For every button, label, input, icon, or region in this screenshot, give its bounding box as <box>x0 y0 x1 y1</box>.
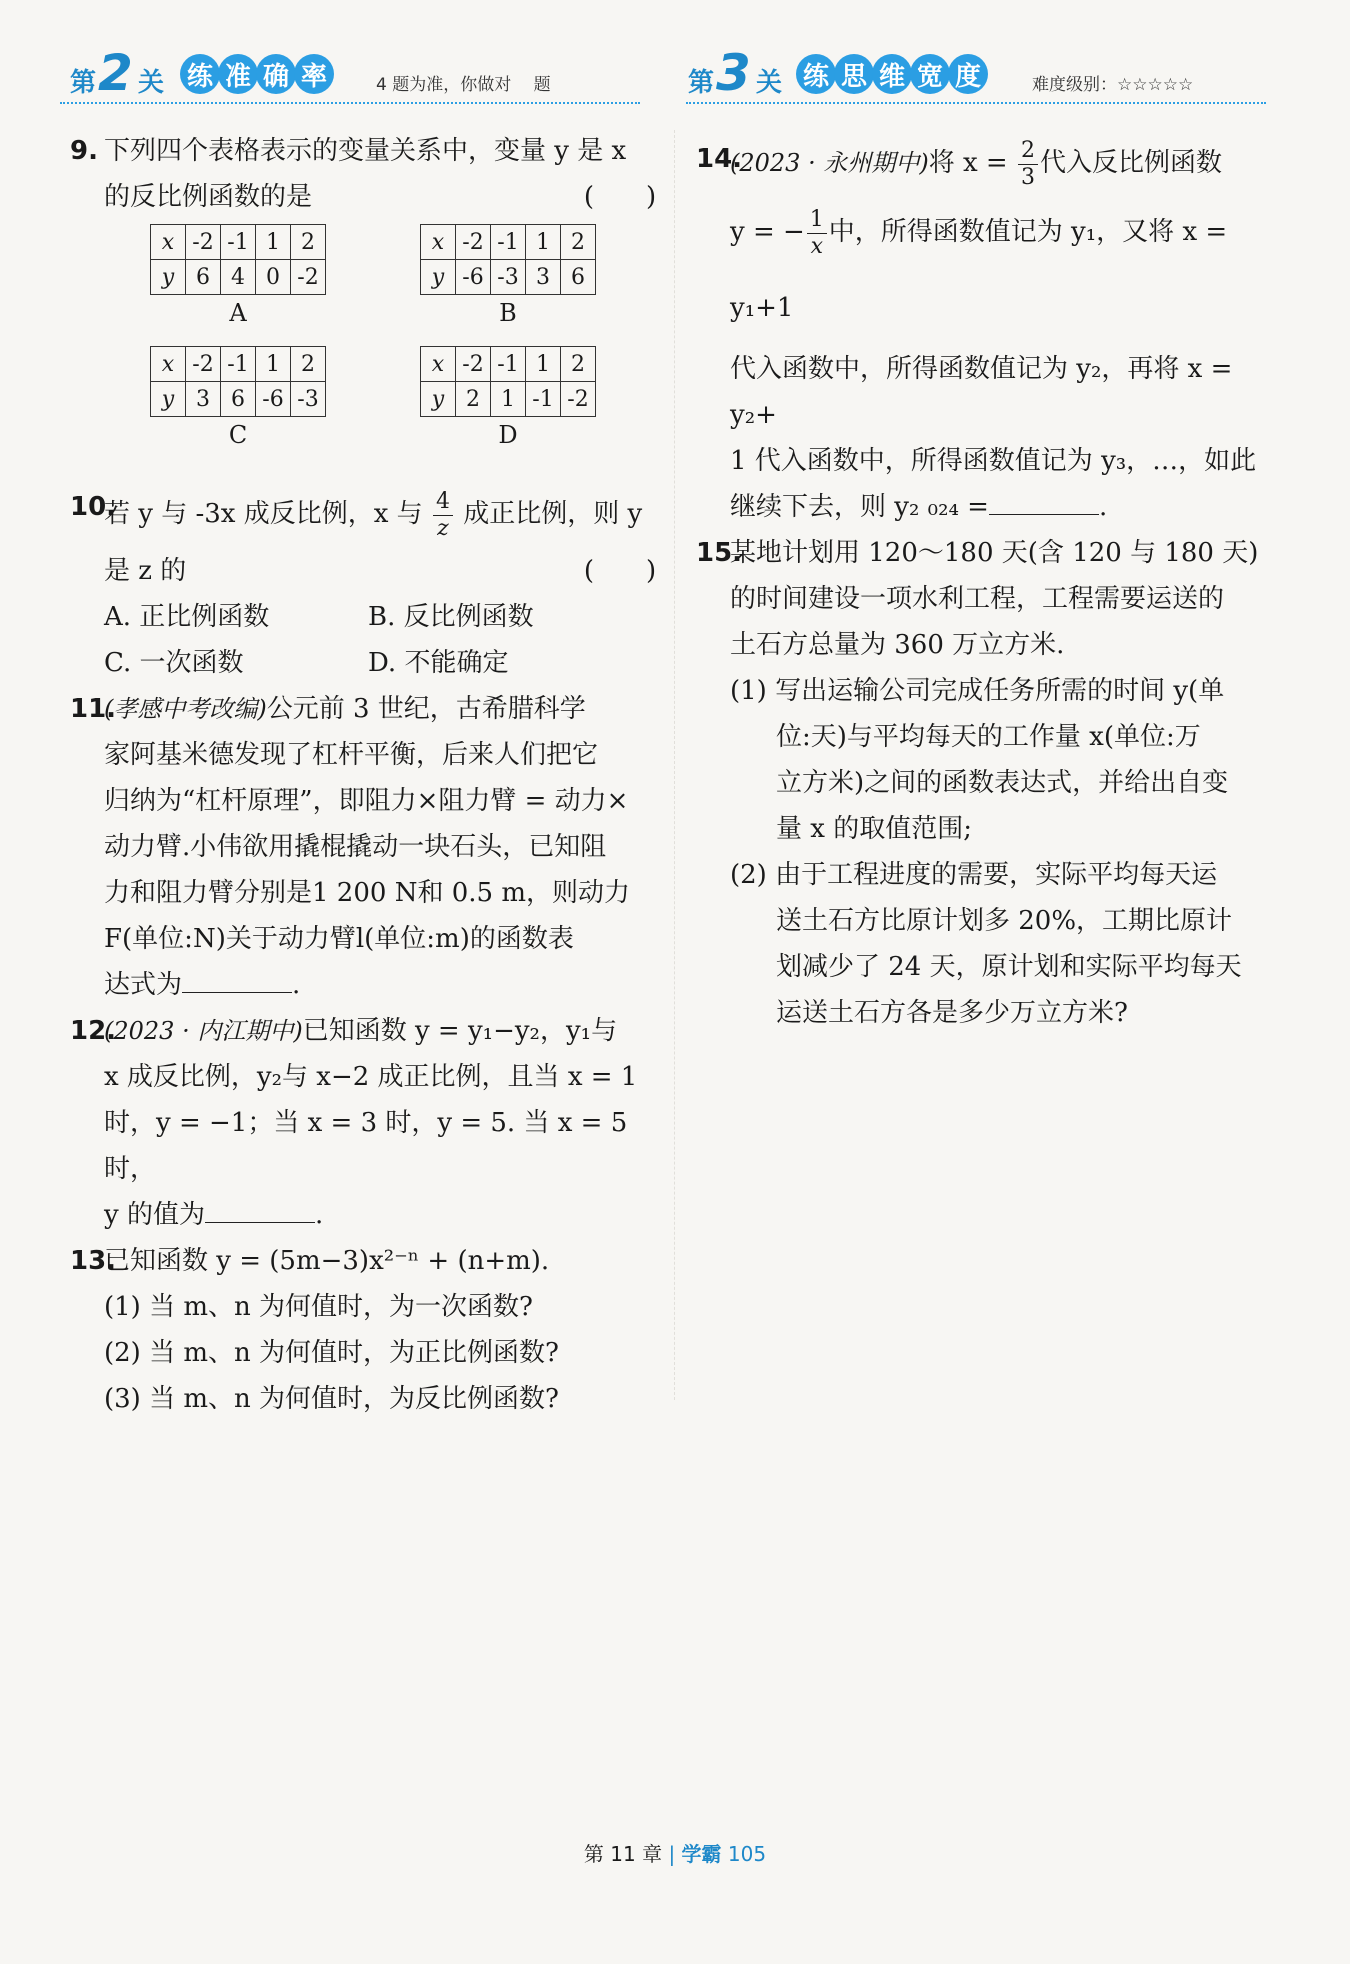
header-guan: 关 <box>756 68 783 98</box>
answer-options <box>104 594 660 686</box>
section-header-level-3 <box>686 44 1286 118</box>
page-footer <box>0 1838 1350 1867</box>
pill-char: 率 <box>294 54 334 94</box>
fraction-denominator: z <box>437 515 449 541</box>
question-text: x 成反比例，y₂与 x−2 成正比例，且当 x = 1 <box>104 1062 638 1092</box>
fraction <box>807 206 827 259</box>
question-text: 归纳为“杠杆原理”，即阻力×阻力臂 = 动力× <box>104 786 629 816</box>
question-11: 11. (孝感中考改编)公元前 3 世纪，古希腊科学 家阿基米德发现了杠杆平衡，后来人们把它 归纳为“杠杆原理”，即阻力×阻力臂 = 动力× 动力臂.小伟欲用撬棍撬动一块石头，已知阻 力和阻力臂分别是1 200 N和 0.5 m，则动力 F(单位:N)关于动力臂l(单位:m)的函数表 达式为 . <box>60 686 660 1008</box>
question-text: 已知函数 y = (5m−3)x²⁻ⁿ + (n+m). <box>104 1246 550 1276</box>
header-guan: 关 <box>138 68 165 98</box>
table-cell: 3 <box>526 260 561 295</box>
question-text: (1) 写出运输公司完成任务所需的时间 y(单 <box>730 676 1225 706</box>
pill-char: 练 <box>180 54 220 94</box>
question-text: 成正比例，则 y <box>463 499 643 529</box>
answer-parentheses: ( ) <box>583 556 657 586</box>
footer-chapter: 第 11 章 <box>583 1842 663 1866</box>
question-text: 立方米)之间的函数表达式，并给出自变 <box>776 768 1229 798</box>
pill-char: 度 <box>948 54 988 94</box>
table-cell: -3 <box>491 260 526 295</box>
table-cell: 2 <box>561 225 596 260</box>
footer-brand: 学霸 <box>681 1842 722 1866</box>
table-cell: x <box>151 225 186 260</box>
table-cell: -2 <box>456 225 491 260</box>
question-text: 代入函数中，所得函数值记为 y₂，再将 x = y₂+ <box>730 354 1233 430</box>
question-13 <box>60 1238 660 1422</box>
table-option-c <box>150 346 326 449</box>
difficulty-rating: 难度级别：☆☆☆☆☆ <box>1032 75 1194 95</box>
question-text: 土石方总量为 360 万立方米. <box>730 630 1065 660</box>
table-label: D <box>498 421 518 449</box>
question-text: 若 y 与 -3x 成反比例，x 与 <box>104 499 423 529</box>
table-cell: -2 <box>456 347 491 382</box>
table-cell: x <box>151 347 186 382</box>
left-column <box>60 44 660 1422</box>
question-9 <box>60 128 660 220</box>
table-cell: -1 <box>221 225 256 260</box>
section-header-level-2 <box>60 44 660 118</box>
question-text: 划减少了 24 天，原计划和实际平均每天 <box>776 952 1242 982</box>
header-dotted-rule <box>686 102 1266 104</box>
table-cell: 2 <box>456 382 491 417</box>
question-text: 的时间建设一项水利工程，工程需要运送的 <box>730 584 1225 614</box>
question-text: y = − <box>730 217 805 247</box>
question-text: 代入反比例函数 <box>1039 148 1222 178</box>
pill-char: 宽 <box>910 54 950 94</box>
answer-parentheses: ( ) <box>583 182 657 212</box>
sub-question-1 <box>730 668 1286 852</box>
question-number: 14. <box>696 144 743 174</box>
right-column <box>686 44 1286 1036</box>
question-text: (2) 由于工程进度的需要，实际平均每天运 <box>730 860 1218 890</box>
table-option-a <box>150 224 326 327</box>
table-cell: 1 <box>526 347 561 382</box>
table-label: A <box>229 299 247 327</box>
question-text: 公元前 3 世纪，古希腊科学 <box>266 694 586 724</box>
answer-blank[interactable] <box>182 964 292 993</box>
header-subtitle: 4 题为准，你做对 题 <box>376 75 551 95</box>
question-text: 的反比例函数的是 <box>104 182 313 212</box>
question-15 <box>686 530 1286 1036</box>
table-cell: -2 <box>561 382 596 417</box>
column-divider <box>674 130 675 1400</box>
table-cell: 2 <box>561 347 596 382</box>
question-text: 1 代入函数中，所得函数值记为 y₃，…，如此 <box>730 446 1257 476</box>
table-cell: x <box>421 225 456 260</box>
table-option-b <box>420 224 596 327</box>
table-cell: -1 <box>221 347 256 382</box>
question-source: (2023 · 内江期中) <box>104 1017 303 1045</box>
question-text: 将 x = <box>928 148 1008 178</box>
table-cell: x <box>421 347 456 382</box>
pill-char: 练 <box>796 54 836 94</box>
question-text: 是 z 的 <box>104 556 187 586</box>
footer-separator: | <box>668 1842 676 1866</box>
table-cell: 0 <box>256 260 291 295</box>
question-text: 送土石方比原计划多 20%，工期比原计 <box>776 906 1233 936</box>
table-cell: -1 <box>491 347 526 382</box>
table-cell: y <box>151 260 186 295</box>
question-12: 12. (2023 · 内江期中)已知函数 y = y₁−y₂，y₁与 x 成反比例，y₂与 x−2 成正比例，且当 x = 1 时，y = −1；当 x = 3 时，y = 5. 当 x = 5 时， y 的值为 . <box>60 1008 660 1238</box>
table-cell: 1 <box>256 347 291 382</box>
question-text: 某地计划用 120～180 天(含 120 与 180 天) <box>730 538 1259 568</box>
question-text: 位:天)与平均每天的工作量 x(单位:万 <box>776 722 1201 752</box>
question-text: 下列四个表格表示的变量关系中，变量 y 是 x <box>104 136 627 166</box>
fraction <box>433 488 453 541</box>
table-cell: 1 <box>491 382 526 417</box>
header-title-pill <box>180 54 332 94</box>
table-cell: -6 <box>256 382 291 417</box>
table-cell: -1 <box>491 225 526 260</box>
header-dotted-rule <box>60 102 640 104</box>
table-label: B <box>499 299 517 327</box>
table-cell: y <box>421 382 456 417</box>
table-option-d <box>420 346 596 449</box>
question-source: (2023 · 永州期中) <box>730 149 929 177</box>
table-cell: -3 <box>291 382 326 417</box>
question-text: y 的值为 <box>104 1200 205 1230</box>
fraction <box>1018 137 1038 190</box>
question-10 <box>60 484 660 686</box>
question-number: 11. <box>70 694 117 724</box>
question-number: 10. <box>70 492 117 522</box>
option-b: B. 反比例函数 <box>368 602 534 632</box>
question-number: 12. <box>70 1016 117 1046</box>
table-cell: 1 <box>526 225 561 260</box>
table-cell: 2 <box>291 225 326 260</box>
table-cell: -6 <box>456 260 491 295</box>
question-text: 时，y = −1；当 x = 3 时，y = 5. 当 x = 5 时， <box>104 1108 628 1184</box>
question-text: 力和阻力臂分别是1 200 N和 0.5 m，则动力 <box>104 878 630 908</box>
sub-question-2 <box>730 852 1286 1036</box>
question-number: 9. <box>70 136 98 166</box>
fraction-numerator: 4 <box>433 491 453 516</box>
table-cell: y <box>421 260 456 295</box>
question-text: 家阿基米德发现了杠杆平衡，后来人们把它 <box>104 740 599 770</box>
pill-char: 准 <box>218 54 258 94</box>
table-cell: 4 <box>221 260 256 295</box>
fraction-numerator: 1 <box>807 209 827 234</box>
question-text: 中，所得函数值记为 y₁，又将 x = y₁+1 <box>730 217 1228 323</box>
table-cell: 1 <box>256 225 291 260</box>
question-text: 达式为 <box>104 970 183 1000</box>
sub-question-2: (2) 当 m、n 为何值时，为正比例函数? <box>104 1338 559 1368</box>
sub-question-3: (3) 当 m、n 为何值时，为反比例函数? <box>104 1384 559 1414</box>
question-text: 动力臂.小伟欲用撬棍撬动一块石头，已知阻 <box>104 832 607 862</box>
answer-blank[interactable] <box>205 1194 315 1223</box>
table-cell: -1 <box>526 382 561 417</box>
pill-char: 思 <box>834 54 874 94</box>
header-title-pill <box>796 54 986 94</box>
question-text: 运送土石方各是多少万立方米? <box>776 998 1128 1028</box>
table-cell: y <box>151 382 186 417</box>
question-text: 已知函数 y = y₁−y₂，y₁与 <box>302 1016 618 1046</box>
table-cell: -2 <box>186 347 221 382</box>
option-c: C. 一次函数 <box>104 648 244 678</box>
header-di: 第 <box>688 68 715 98</box>
question-number: 15. <box>696 538 743 568</box>
question-text: 量 x 的取值范围; <box>776 814 972 844</box>
question-number: 13. <box>70 1246 117 1276</box>
option-a: A. 正比例函数 <box>104 602 270 632</box>
option-d: D. 不能确定 <box>368 648 509 678</box>
table-label: C <box>228 421 248 449</box>
table-cell: -2 <box>291 260 326 295</box>
header-level-number: 3 <box>716 44 751 102</box>
table-cell: -2 <box>186 225 221 260</box>
question-source: (孝感中考改编) <box>104 695 267 723</box>
question-14: 14. (2023 · 永州期中)将 x = $\frac{2}{3}$ 代入反比例函数 y = − $\frac{1}{x}$ 中，所得函数值记为 y₁，又将 x = y₁+1 代入函数中，所得函数值记为 y₂，再将 x = y₂+ 1 代入函数中，所得函数值记为 y₃，…，如此 继续下去，则 y₂ ₀₂₄ = . <box>686 132 1286 530</box>
page-number: 105 <box>727 1842 767 1866</box>
pill-char: 确 <box>256 54 296 94</box>
fraction-numerator: 2 <box>1018 140 1038 165</box>
header-di: 第 <box>70 68 97 98</box>
header-level-number: 2 <box>98 44 133 102</box>
question-text: F(单位:N)关于动力臂l(单位:m)的函数表 <box>104 924 574 954</box>
fraction-denominator: 3 <box>1020 164 1035 190</box>
fraction-denominator: x <box>810 233 823 259</box>
table-cell: 6 <box>221 382 256 417</box>
table-cell: 3 <box>186 382 221 417</box>
table-cell: 6 <box>561 260 596 295</box>
pill-char: 维 <box>872 54 912 94</box>
value-tables <box>124 220 660 478</box>
sub-question-1: (1) 当 m、n 为何值时，为一次函数? <box>104 1292 533 1322</box>
question-text: 继续下去，则 y₂ ₀₂₄ = <box>730 492 989 522</box>
answer-blank[interactable] <box>989 486 1099 515</box>
table-cell: 6 <box>186 260 221 295</box>
table-cell: 2 <box>291 347 326 382</box>
